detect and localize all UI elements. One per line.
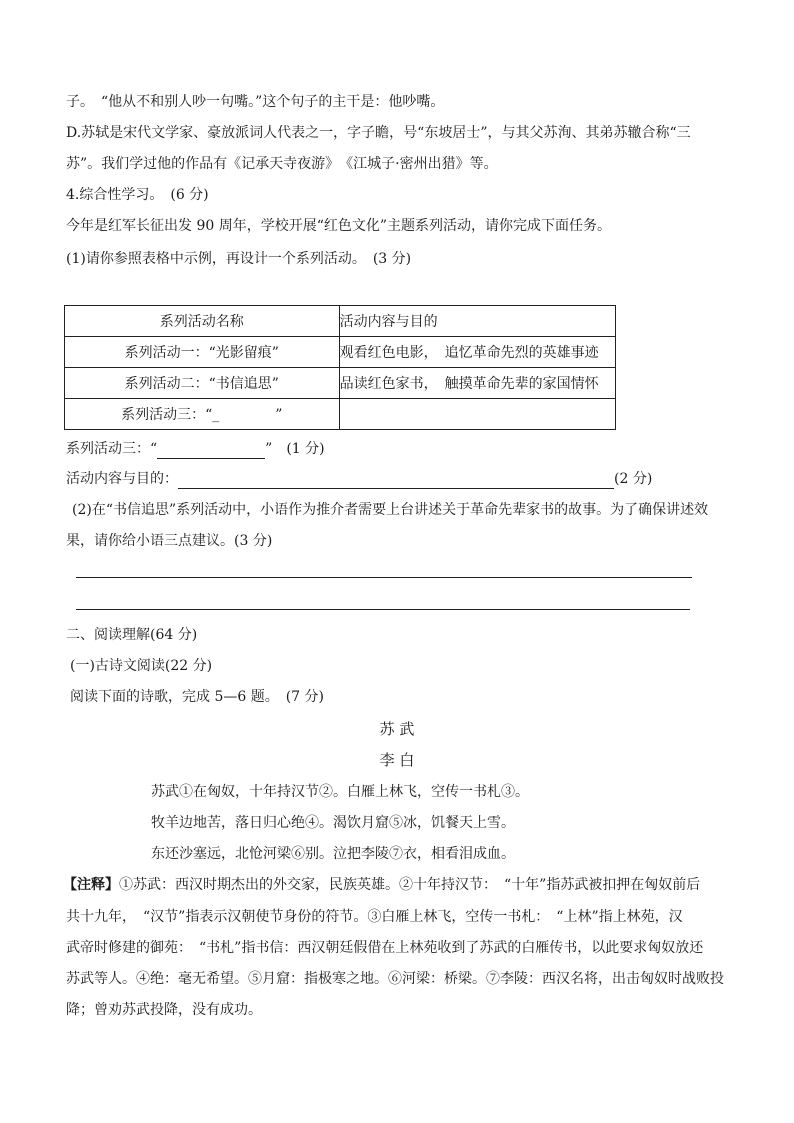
notes-text: ①苏武：西汉时期杰出的外交家，民族英雄。②十年持汉节： “十年”指苏武被扣押在匈奴前后: [119, 877, 701, 893]
notes-line1: [63, 875, 700, 895]
option-c-end: 子。 “他从不和别人吵一句嘴。”这个句子的主干是：他吵嘴。: [66, 94, 445, 110]
series-name-blank[interactable]: [157, 442, 265, 459]
notes-line5: 降；曾劝苏武投降，没有成功。: [66, 1002, 262, 1018]
answer-series-suffix: ” (1 分): [265, 441, 325, 457]
answer-line-2[interactable]: [76, 609, 690, 610]
option-d-line2: 苏”。我们学过他的作品有《记承天寺夜游》 《江城子·密州出猎》等。: [66, 156, 498, 172]
answer-series-prefix: 系列活动三：“: [66, 441, 158, 457]
notes-line4: 苏武等人。④绝：毫无希望。⑤月窟：指极寒之地。⑥河梁：桥梁。⑦李陵：西汉名将，出击匈奴时战败投: [66, 971, 724, 987]
table-cell: 品读红色家书， 触摸革命先辈的家国情怀: [339, 368, 615, 399]
notes-label: 【注释】: [63, 877, 119, 893]
answer-content-line: [66, 469, 652, 489]
question-4-1: (1)请你参照表格中示例，再设计一个系列活动。 (3 分): [66, 251, 412, 267]
table-header-row: [65, 306, 616, 337]
notes-line3: 武帝时修建的御苑： “书札”指书信：西汉朝廷假借在上林苑收到了苏武的白雁传书，以此要求匈奴放还: [66, 940, 704, 956]
table-header-content: 活动内容与目的: [339, 306, 615, 337]
notes-line2: 共十九年， “汉节”指表示汉朝使节身份的符节。③白雁上林飞，空传一书札： “上林”指上林苑，汉: [66, 909, 683, 925]
poem-title: 苏 武: [379, 720, 415, 738]
table-header-name: 系列活动名称: [65, 306, 340, 337]
poem-line: 牧羊边地苦，落日归心绝④。渴饮月窟⑤冰，饥餐天上雪。: [151, 815, 515, 831]
poem-instruction: 阅读下面的诗歌，完成 5—6 题。 (7 分): [70, 689, 324, 705]
section-title: 二、阅读理解(64 分): [66, 627, 198, 643]
answer-content-prefix: 活动内容与目的：: [66, 471, 178, 487]
activity-table: [64, 305, 616, 430]
question-4-title: 4.综合性学习。 (6 分): [66, 187, 209, 203]
poem-author: 李 白: [379, 751, 415, 769]
table-cell: 系列活动二：“书信追思”: [65, 368, 340, 399]
option-d-line1: D.苏轼是宋代文学家、豪放派词人代表之一，字子瞻，号“东坡居士”，与其父苏洵、其弟苏辙合称“三: [66, 125, 691, 141]
poem-line: 东还沙塞远，北怆河梁⑥别。泣把李陵⑦衣，相看泪成血。: [151, 846, 515, 862]
table-cell: 系列活动三：“_ ”: [65, 399, 340, 430]
table-cell[interactable]: [339, 399, 615, 430]
content-blank[interactable]: [178, 472, 614, 489]
subsection-title: (一)古诗文阅读(22 分): [70, 658, 213, 674]
question-4-2-line2: 果，请你给小语三点建议。(3 分): [66, 533, 273, 549]
answer-series-line: [66, 439, 325, 459]
table-row: [65, 337, 616, 368]
table-row: [65, 368, 616, 399]
table-row: [65, 399, 616, 430]
answer-line-1[interactable]: [76, 577, 692, 578]
question-4-intro: 今年是红军长征出发 90 周年，学校开展“红色文化”主题系列活动，请你完成下面任务。: [66, 218, 612, 234]
table-cell: 系列活动一：“光影留痕”: [65, 337, 340, 368]
answer-content-suffix: (2 分): [614, 471, 653, 487]
question-4-2-line1: (2)在“书信追思”系列活动中，小语作为推介者需要上台讲述关于革命先辈家书的故事。为了确保讲述效: [72, 502, 709, 518]
poem-line: 苏武①在匈奴，十年持汉节②。白雁上林飞，空传一书札③。: [151, 784, 529, 800]
table-cell: 观看红色电影， 追忆革命先烈的英雄事迹: [339, 337, 615, 368]
